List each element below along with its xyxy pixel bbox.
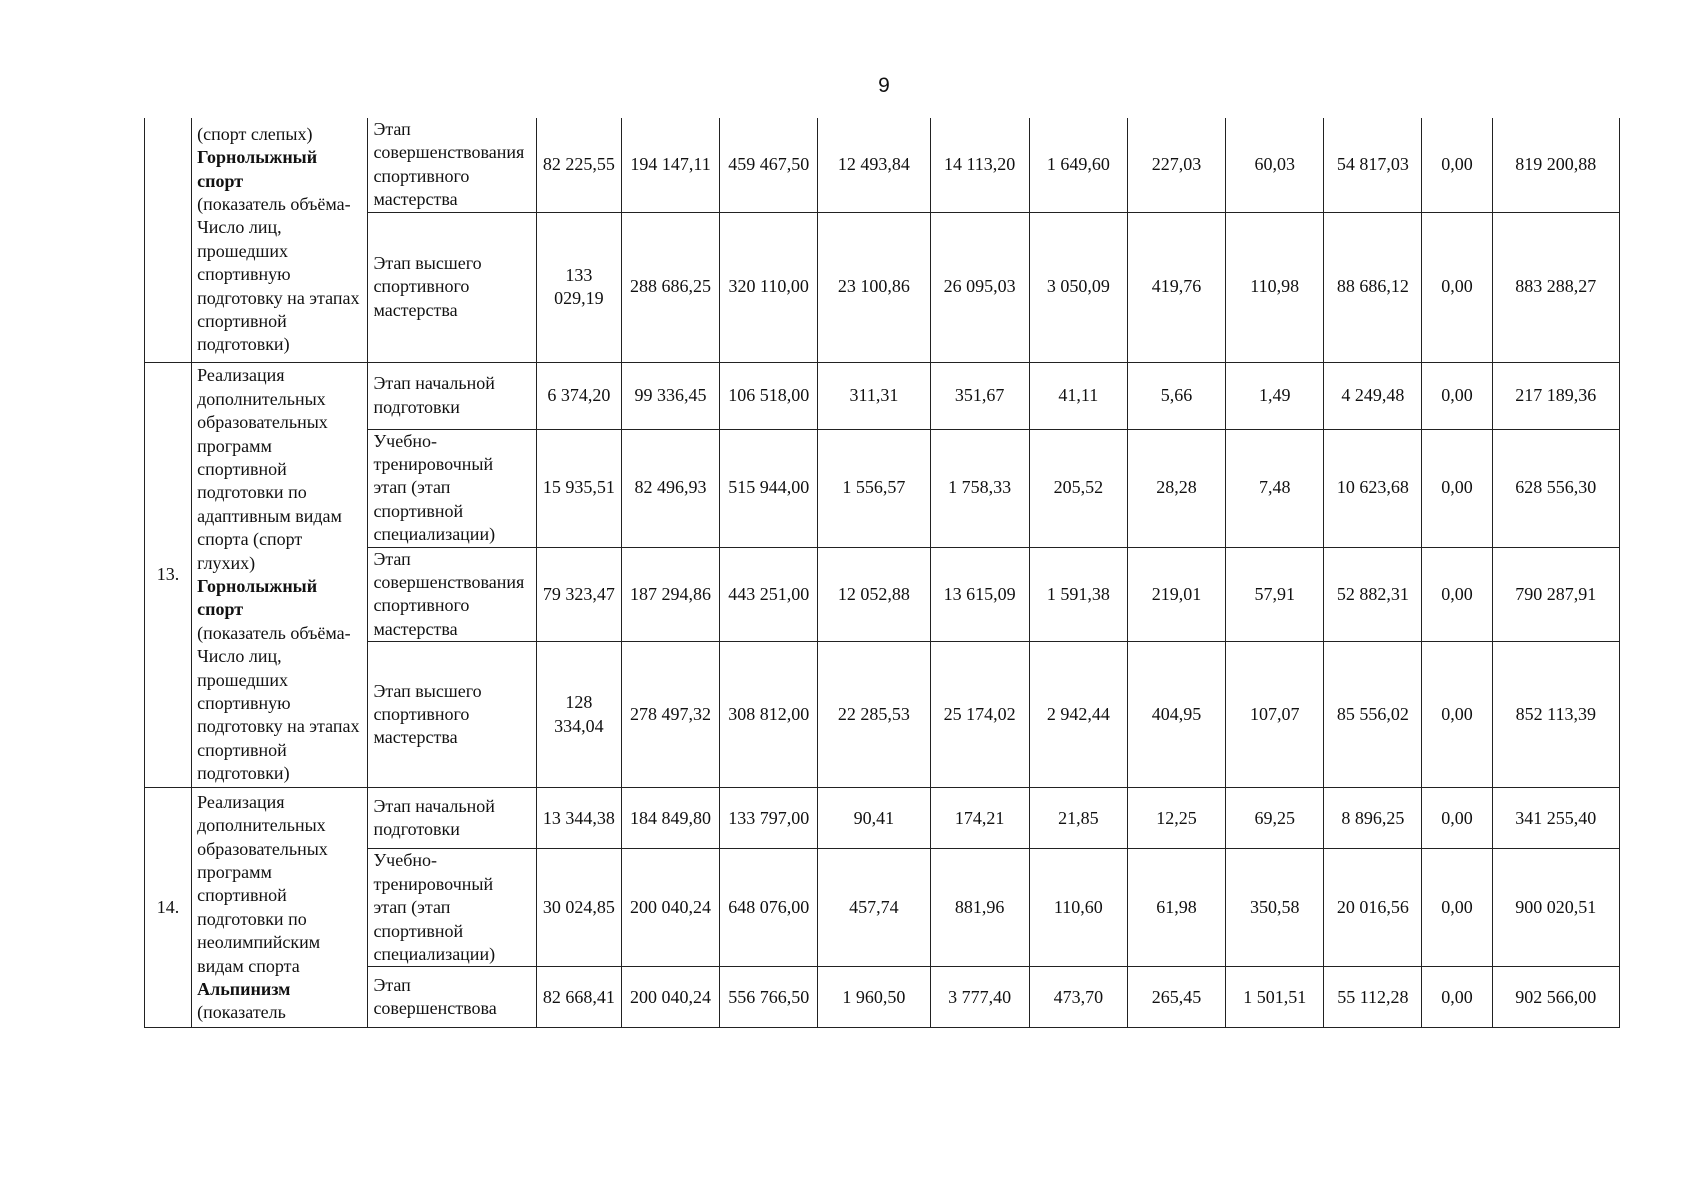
value-cell: 1,49 [1226,362,1324,429]
value-cell: 174,21 [930,788,1029,849]
value-cell: 278 497,32 [621,642,719,788]
value-cell: 133 029,19 [536,212,621,362]
value-cell: 205,52 [1029,429,1127,547]
value-cell: 99 336,45 [621,362,719,429]
sport-name: Горнолыжный спорт [197,575,318,620]
row-index [145,118,192,362]
value-cell: 7,48 [1226,429,1324,547]
page-number: 9 [878,74,890,97]
value-cell: 184 849,80 [621,788,719,849]
value-cell: 350,58 [1226,849,1324,967]
value-cell: 0,00 [1422,642,1492,788]
value-cell: 69,25 [1226,788,1324,849]
stage-name: Этап высшего спортивного мастерства [368,212,536,362]
value-cell: 341 255,40 [1492,788,1619,849]
value-cell: 1 501,51 [1226,967,1324,1028]
value-cell: 1 649,60 [1029,118,1127,212]
value-cell: 227,03 [1127,118,1225,212]
service-name [192,362,368,788]
stage-name: Этап совершенствования спортивного мастерства [368,547,536,642]
value-cell: 128 334,04 [536,642,621,788]
value-cell: 351,67 [930,362,1029,429]
table-row [145,788,1620,849]
value-cell: 1 591,38 [1029,547,1127,642]
value-cell: 3 777,40 [930,967,1029,1028]
value-cell: 265,45 [1127,967,1225,1028]
value-cell: 457,74 [818,849,930,967]
value-cell: 556 766,50 [720,967,818,1028]
service-name [192,788,368,1028]
value-cell: 26 095,03 [930,212,1029,362]
stage-name: Этап начальной подготовки [368,788,536,849]
value-cell: 443 251,00 [720,547,818,642]
value-cell: 5,66 [1127,362,1225,429]
value-cell: 648 076,00 [720,849,818,967]
value-cell: 0,00 [1422,118,1492,212]
value-cell: 12 493,84 [818,118,930,212]
value-cell: 459 467,50 [720,118,818,212]
value-cell: 6 374,20 [536,362,621,429]
value-cell: 3 050,09 [1029,212,1127,362]
value-cell: 30 024,85 [536,849,621,967]
stage-name: Учебно-тренировочный этап (этап спортивной специализации) [368,849,536,967]
value-cell: 288 686,25 [621,212,719,362]
value-cell: 106 518,00 [720,362,818,429]
stage-name: Этап совершенствова [368,967,536,1028]
stage-name: Этап совершенствования спортивного мастерства [368,118,536,212]
value-cell: 902 566,00 [1492,967,1619,1028]
service-name-text: (показатель [197,1002,286,1023]
value-cell: 852 113,39 [1492,642,1619,788]
value-cell: 790 287,91 [1492,547,1619,642]
value-cell: 2 942,44 [1029,642,1127,788]
value-cell: 82 496,93 [621,429,719,547]
value-cell: 85 556,02 [1324,642,1422,788]
value-cell: 82 225,55 [536,118,621,212]
stage-name: Этап высшего спортивного мастерства [368,642,536,788]
value-cell: 10 623,68 [1324,429,1422,547]
value-cell: 900 020,51 [1492,849,1619,967]
value-cell: 90,41 [818,788,930,849]
value-cell: 88 686,12 [1324,212,1422,362]
value-cell: 200 040,24 [621,849,719,967]
value-cell: 187 294,86 [621,547,719,642]
value-cell: 217 189,36 [1492,362,1619,429]
value-cell: 194 147,11 [621,118,719,212]
value-cell: 1 556,57 [818,429,930,547]
row-index: 13. [145,362,192,788]
value-cell: 1 758,33 [930,429,1029,547]
service-name-text: (показатель объёма-Число лиц, прошедших спортивную подготовку на этапах спортивной подготовки) [197,194,360,355]
value-cell: 0,00 [1422,547,1492,642]
sport-name: Альпинизм [197,979,291,1000]
value-cell: 320 110,00 [720,212,818,362]
value-cell: 52 882,31 [1324,547,1422,642]
value-cell: 219,01 [1127,547,1225,642]
value-cell: 200 040,24 [621,967,719,1028]
value-cell: 15 935,51 [536,429,621,547]
value-cell: 55 112,28 [1324,967,1422,1028]
value-cell: 21,85 [1029,788,1127,849]
value-cell: 13 344,38 [536,788,621,849]
value-cell: 1 960,50 [818,967,930,1028]
value-cell: 0,00 [1422,849,1492,967]
value-cell: 13 615,09 [930,547,1029,642]
row-index: 14. [145,788,192,1028]
service-name-text: (показатель объёма-Число лиц, прошедших спортивную подготовку на этапах спортивной подготовки) [197,622,360,784]
value-cell: 881,96 [930,849,1029,967]
value-cell: 110,98 [1226,212,1324,362]
value-cell: 308 812,00 [720,642,818,788]
value-cell: 515 944,00 [720,429,818,547]
value-cell: 23 100,86 [818,212,930,362]
service-name-text: Реализация дополнительных образовательных программ спортивной подготовки по адаптивным видам спорта (спорт глухих) [197,365,342,573]
sport-name: Горнолыжный спорт [197,147,318,191]
service-name-text: (спорт слепых) [197,123,313,144]
stage-name: Учебно-тренировочный этап (этап спортивной специализации) [368,429,536,547]
value-cell: 819 200,88 [1492,118,1619,212]
value-cell: 61,98 [1127,849,1225,967]
value-cell: 473,70 [1029,967,1127,1028]
stage-name: Этап начальной подготовки [368,362,536,429]
value-cell: 110,60 [1029,849,1127,967]
value-cell: 107,07 [1226,642,1324,788]
value-cell: 60,03 [1226,118,1324,212]
value-cell: 419,76 [1127,212,1225,362]
value-cell: 20 016,56 [1324,849,1422,967]
value-cell: 12 052,88 [818,547,930,642]
value-cell: 82 668,41 [536,967,621,1028]
value-cell: 404,95 [1127,642,1225,788]
value-cell: 311,31 [818,362,930,429]
value-cell: 54 817,03 [1324,118,1422,212]
value-cell: 14 113,20 [930,118,1029,212]
value-cell: 883 288,27 [1492,212,1619,362]
value-cell: 0,00 [1422,788,1492,849]
value-cell: 25 174,02 [930,642,1029,788]
value-cell: 133 797,00 [720,788,818,849]
table-row [145,362,1620,429]
table-row [145,118,1620,212]
value-cell: 628 556,30 [1492,429,1619,547]
value-cell: 41,11 [1029,362,1127,429]
value-cell: 0,00 [1422,967,1492,1028]
value-cell: 8 896,25 [1324,788,1422,849]
value-cell: 0,00 [1422,212,1492,362]
value-cell: 0,00 [1422,362,1492,429]
service-name [192,118,368,362]
value-cell: 12,25 [1127,788,1225,849]
value-cell: 0,00 [1422,429,1492,547]
value-cell: 57,91 [1226,547,1324,642]
service-name-text: Реализация дополнительных образовательных программ спортивной подготовки по неолимпийским видам спорта [197,791,328,976]
value-cell: 4 249,48 [1324,362,1422,429]
value-cell: 79 323,47 [536,547,621,642]
value-cell: 28,28 [1127,429,1225,547]
value-cell: 22 285,53 [818,642,930,788]
cost-table [144,118,1620,1028]
